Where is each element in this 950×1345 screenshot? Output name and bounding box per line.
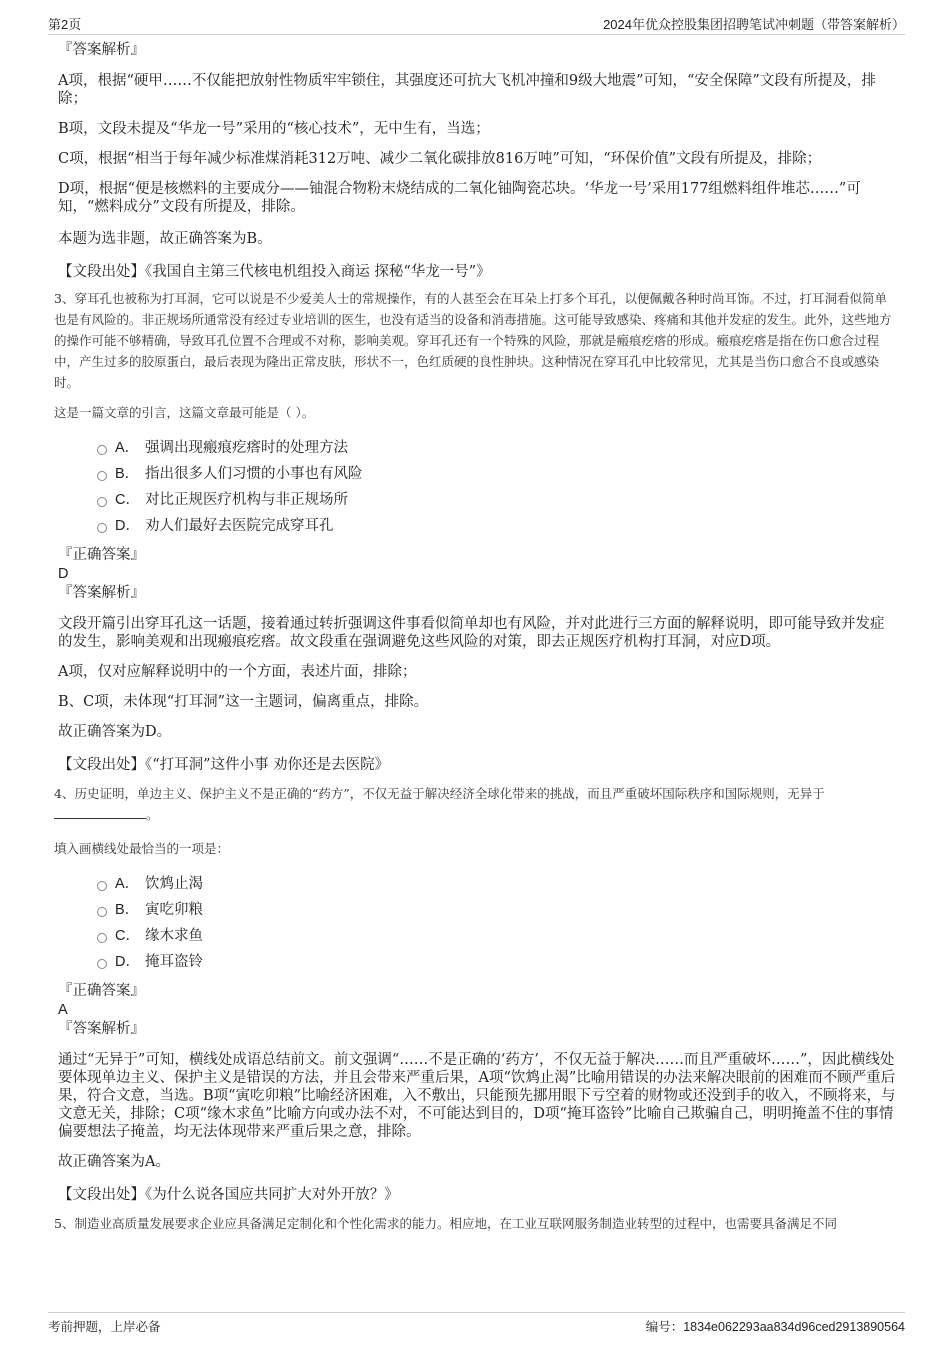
option-text: 指出很多人们习惯的小事也有风险 [145, 466, 363, 482]
option-text: 饮鸩止渴 [145, 876, 203, 892]
analysis-paragraph: B项，文段未提及“华龙一号”采用的“核心技术”，无中生有，当选； [58, 121, 490, 137]
question-3-options [58, 435, 898, 539]
analysis-paragraph: A项，仅对应解释说明中的一个方面，表述片面，排除； [58, 664, 417, 680]
page-footer [48, 1312, 905, 1337]
option-c[interactable] [58, 923, 898, 949]
radio-button[interactable] [97, 881, 107, 891]
option-d[interactable] [58, 513, 898, 539]
option-letter: D． [115, 954, 140, 970]
question-4-passage [54, 783, 898, 825]
correct-answer-tag: 『正确答案』 [58, 547, 145, 563]
passage-source: 【文段出处】《为什么说各国应共同扩大对外开放？》 [58, 1187, 399, 1203]
page-header [48, 12, 905, 35]
document-title: 2024年优众控股集团招聘笔试冲刺题（带答案解析） [603, 17, 905, 32]
correct-answer: D [58, 566, 69, 582]
analysis-conclusion: 故正确答案为D。 [58, 724, 172, 740]
option-text: 寅吃卯粮 [145, 902, 203, 918]
passage-source: 【文段出处】《我国自主第三代核电机组投入商运 探秘“华龙一号”》 [58, 264, 491, 280]
analysis-paragraph: 文段开篇引出穿耳孔这一话题，接着通过转折强调这件事看似简单却也有风险，并对此进行三方面的解释说明，即可能导致并发症的发生，影响美观和出现瘢痕疙瘩。故文段重在强调避免这些风险的对策，即去正规医疗机构打耳洞，对应D项。 [58, 616, 885, 650]
footer-slogan: 考前押题，上岸必备 [48, 1319, 161, 1334]
option-text: 掩耳盗铃 [145, 954, 203, 970]
radio-button[interactable] [97, 471, 107, 481]
radio-button[interactable] [97, 959, 107, 969]
question-4-end: 。 [146, 807, 159, 822]
analysis-tag: 『答案解析』 [58, 585, 145, 601]
option-text: 强调出现瘢痕疙瘩时的处理方法 [145, 440, 348, 456]
option-a[interactable] [58, 871, 898, 897]
option-text: 对比正规医疗机构与非正规场所 [145, 492, 348, 508]
option-letter: A． [115, 876, 140, 892]
option-c[interactable] [58, 487, 898, 513]
question-3-stem: 这是一篇文章的引言，这篇文章最可能是（ ）。 [54, 405, 315, 420]
analysis-paragraph: 通过“无异于”可知，横线处成语总结前文。前文强调“……不是正确的‘药方’，不仅无益于解决……而且严重破坏……”，因此横线处要体现单边主义、保护主义是错误的方法，并且会带来严重后果，A项“饮鸩止渴”比喻用错误的办法来解决眼前的困难而不顾严重后果，符合文意，当选。B项“寅吃卯粮”比喻经济困难，入不敷出，只能预先挪用眼下亏空着的财物或还没到手的收入，不顾将来，与文意无关，排除；C项“缘木求鱼”比喻方向或办法不对，不可能达到目的，D项“掩耳盗铃”比喻自己欺骗自己，明明掩盖不住的事情偏要想法子掩盖，均无法体现带来严重后果之意，排除。 [58, 1052, 896, 1140]
option-letter: B． [115, 902, 140, 918]
page-number: 第2页 [48, 17, 82, 32]
answer-blank [54, 806, 146, 819]
question-4-text: 4、历史证明，单边主义、保护主义不是正确的“药方”，不仅无益于解决经济全球化带来的挑战，而且严重破坏国际秩序和国际规则，无异于 [54, 786, 825, 801]
option-a[interactable] [58, 435, 898, 461]
question-4-options [58, 871, 898, 975]
radio-button[interactable] [97, 523, 107, 533]
question-5-passage: 5、制造业高质量发展要求企业应具备满足定制化和个性化需求的能力。相应地，在工业互联网服务制造业转型的过程中，也需要具备满足不同 [54, 1216, 837, 1231]
option-d[interactable] [58, 949, 898, 975]
page-content [54, 40, 898, 1234]
analysis-paragraph: A项，根据“硬甲……不仅能把放射性物质牢牢锁住，其强度还可抗大飞机冲撞和9级大地震”可知，“安全保障”文段有所提及，排除； [58, 73, 876, 107]
correct-answer-tag: 『正确答案』 [58, 983, 145, 999]
analysis-conclusion: 本题为选非题，故正确答案为B。 [58, 231, 272, 247]
option-letter: A． [115, 440, 140, 456]
option-letter: B． [115, 466, 140, 482]
option-letter: C． [115, 492, 140, 508]
radio-button[interactable] [97, 497, 107, 507]
analysis-paragraph: C项，根据“相当于每年减少标准煤消耗312万吨、减少二氧化碳排放816万吨”可知，“环保价值”文段有所提及，排除； [58, 151, 822, 167]
question-3-passage: 3、穿耳孔也被称为打耳洞，它可以说是不少爱美人士的常规操作，有的人甚至会在耳朵上打多个耳孔，以便佩戴各种时尚耳饰。不过，打耳洞看似简单也是有风险的。非正规场所通常没有经过专业培训的医生，也没有适当的设备和消毒措施。这可能导致感染、疼痛和其他并发症的发生。此外，这些地方的操作可能不够精确，导致耳孔位置不合理或不对称，影响美观。穿耳孔还有一个特殊的风险，那就是瘢痕疙瘩的形成。瘢痕疙瘩是指在伤口愈合过程中，产生过多的胶原蛋白，最后表现为隆出正常皮肤，形状不一，色红质硬的良性肿块。这种情况在穿耳孔中比较常见，尤其是当伤口愈合不良或感染时。 [54, 291, 892, 390]
passage-source: 【文段出处】《“打耳洞”这件小事 劝你还是去医院》 [58, 757, 390, 773]
analysis-paragraph: B、C项，未体现“打耳洞”这一主题词，偏离重点，排除。 [58, 694, 429, 710]
option-text: 劝人们最好去医院完成穿耳孔 [145, 518, 334, 534]
option-letter: C． [115, 928, 140, 944]
option-letter: D． [115, 518, 140, 534]
analysis-tag: 『答案解析』 [58, 1021, 145, 1037]
analysis-tag: 『答案解析』 [58, 42, 145, 58]
option-b[interactable] [58, 461, 898, 487]
analysis-conclusion: 故正确答案为A。 [58, 1154, 170, 1170]
question-4-stem: 填入画横线处最恰当的一项是： [54, 841, 230, 856]
radio-button[interactable] [97, 933, 107, 943]
option-b[interactable] [58, 897, 898, 923]
radio-button[interactable] [97, 907, 107, 917]
correct-answer: A [58, 1002, 68, 1018]
option-text: 缘木求鱼 [145, 928, 203, 944]
radio-button[interactable] [97, 445, 107, 455]
document-serial: 编号：1834e062293aa834d96ced2913890564 [645, 1320, 905, 1334]
analysis-paragraph: D项，根据“便是核燃料的主要成分——铀混合物粉末烧结成的二氧化铀陶瓷芯块。‘华龙一号’采用177组燃料组件堆芯……”可知，“燃料成分”文段有所提及，排除。 [58, 181, 861, 215]
